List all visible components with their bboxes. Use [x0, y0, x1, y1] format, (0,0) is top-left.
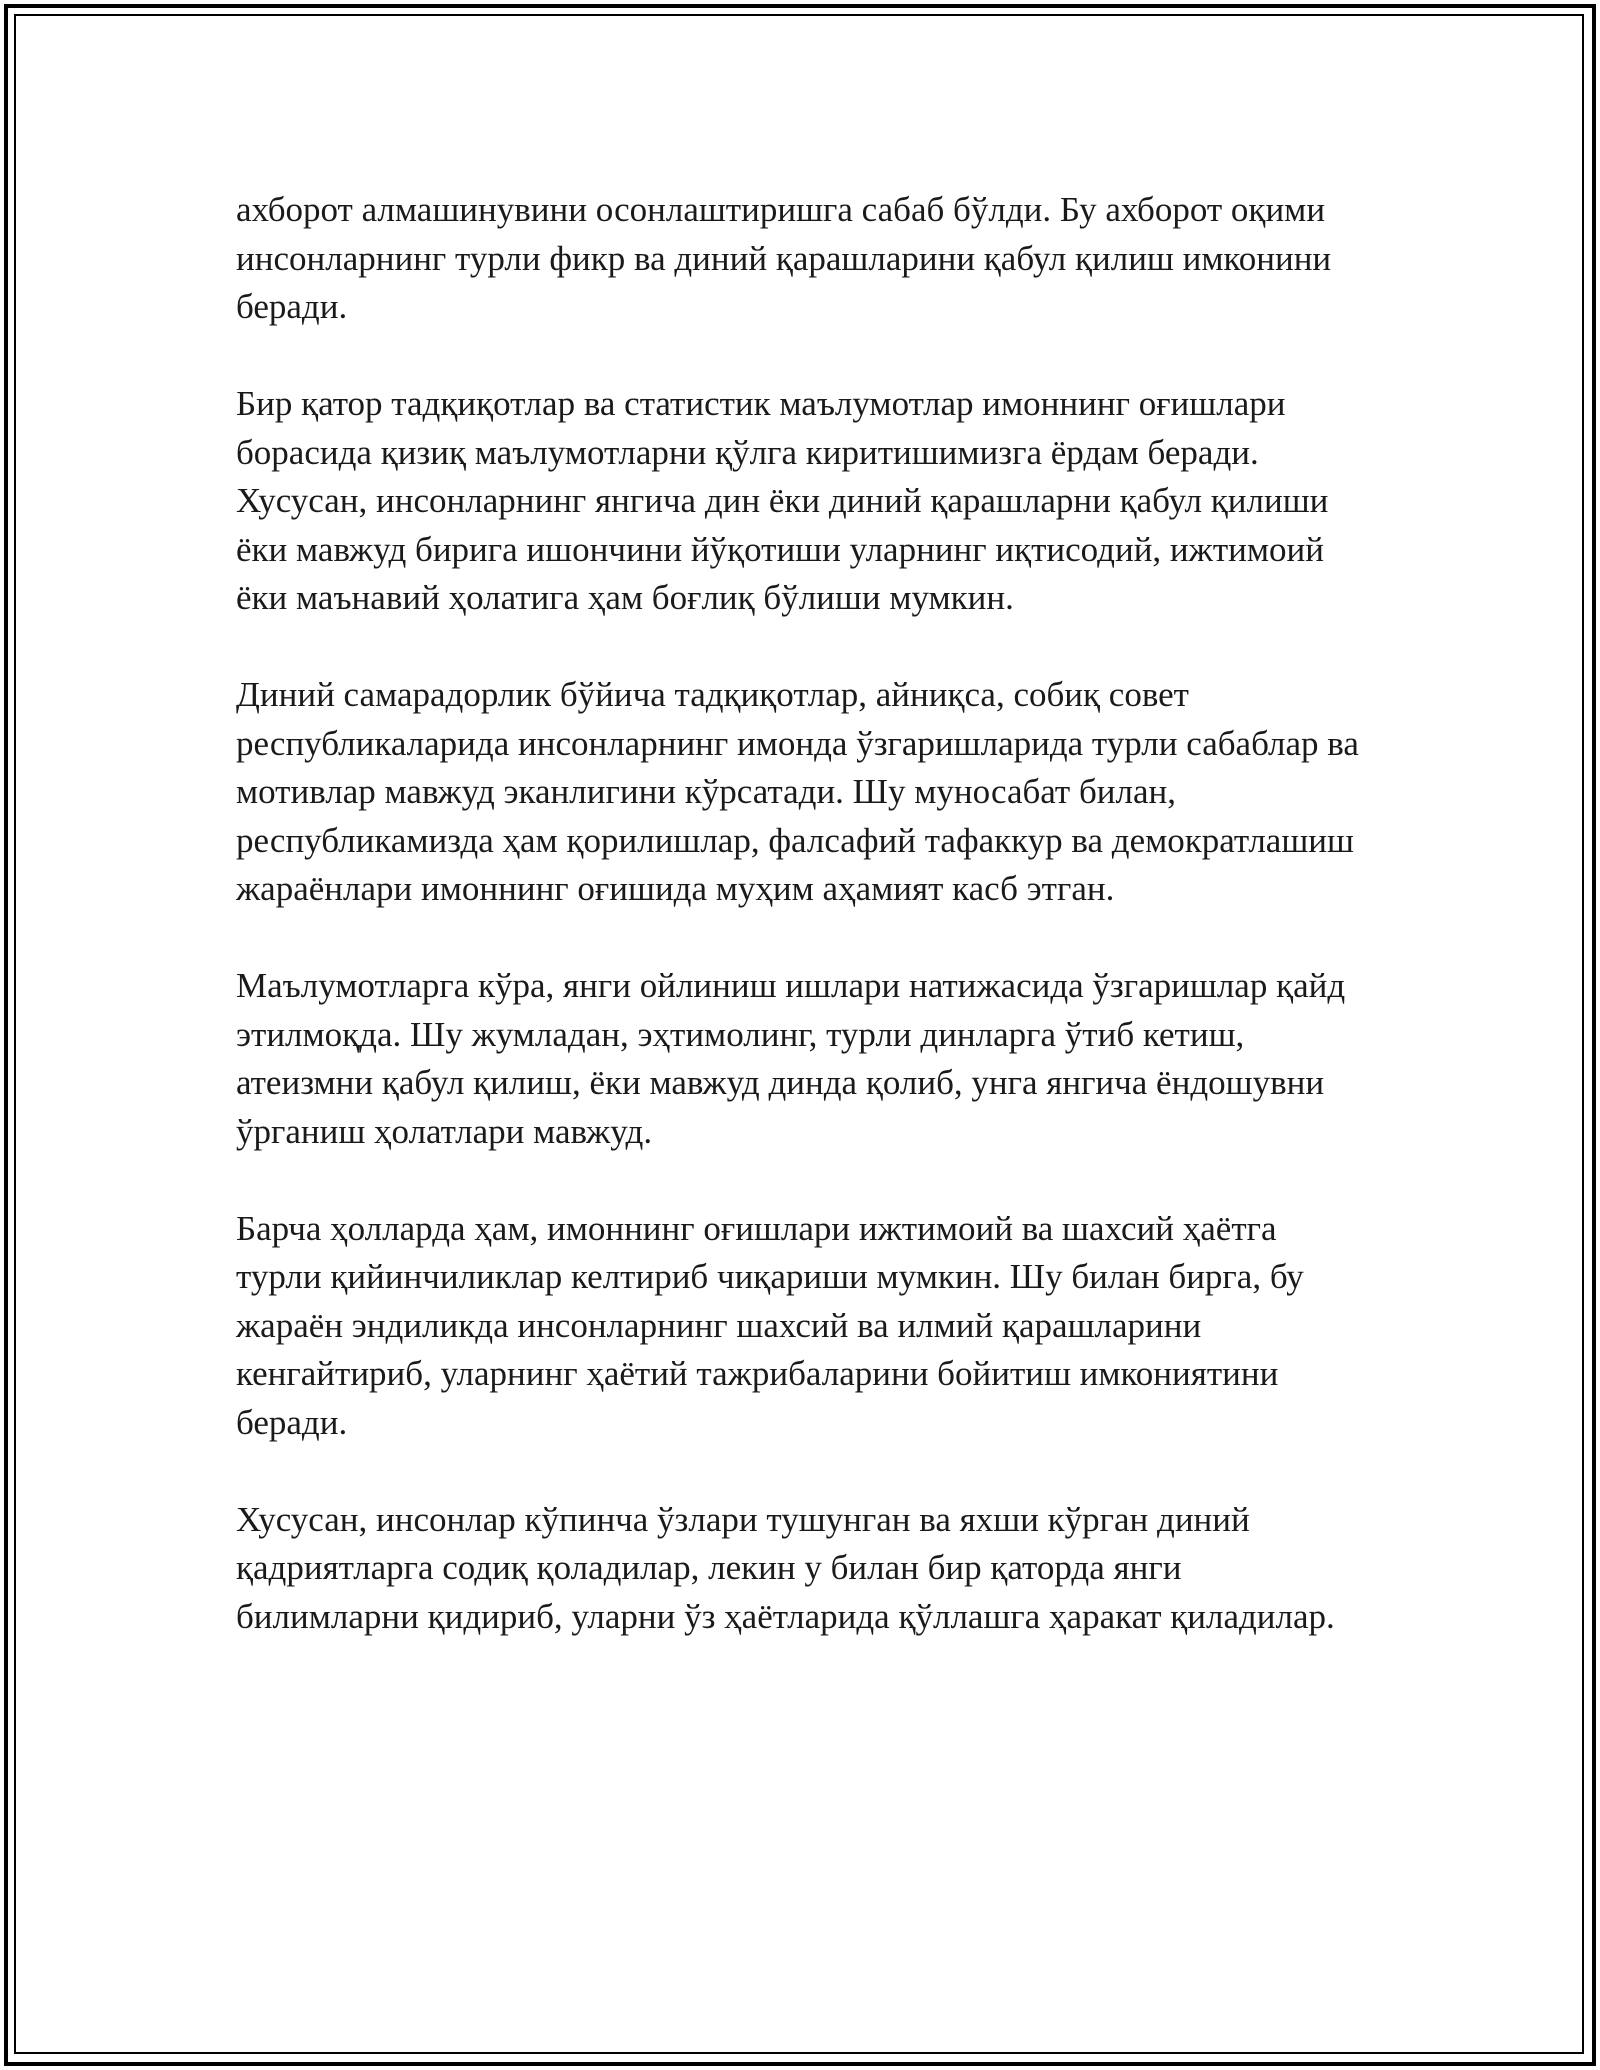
paragraph-3: Диний самарадорлик бўйича тадқиқотлар, айниқса, собиқ совет республикаларида инсонларнинг имонда ўзгаришларида турли сабаблар ва мотивлар мавжуд эканлигини кўрсатади. Шу муносабат билан, республикамизда ҳам қорилишлар, фалсафий тафаккур ва демократлашиш жараёнлари имоннинг оғишида муҳим аҳамият касб этган.	[236, 675, 1359, 908]
paragraph-5: Барча ҳолларда ҳам, имоннинг оғишлари ижтимоий ва шахсий ҳаётга турли қийинчиликлар келтириб чиқариши мумкин. Шу билан бирга, бу жараён эндиликда инсонларнинг шахсий ва илмий қарашларини кенгайтириб, уларнинг ҳаётий тажрибаларини бойитиш имкониятини беради.	[236, 1208, 1304, 1442]
document-body	[236, 186, 1366, 1641]
paragraph-4: Маълумотларга кўра, янги ойлиниш ишлари натижасида ўзгаришлар қайд этилмоқда. Шу жумладан, эҳтимолинг, турли динларга ўтиб кетиш, атеизмни қабул қилиш, ёки мавжуд динда қолиб, унга янгича ёндошувни ўрганиш ҳолатлари мавжуд.	[236, 966, 1346, 1151]
paragraph-6: Хусусан, инсонлар кўпинча ўзлари тушунган ва яхши кўрган диний қадриятларга содиқ қоладилар, лекин у билан бир қаторда янги билимларни қидириб, уларни ўз ҳаётларида қўллашга ҳаракат қиладилар.	[236, 1499, 1335, 1636]
paragraph-1: ахборот алмашинувини осонлаштиришга сабаб бўлди. Бу ахборот оқими инсонларнинг турли фикр ва диний қарашларини қабул қилиш имконини беради.	[236, 190, 1332, 326]
paragraph-2: Бир қатор тадқиқотлар ва статистик маълумотлар имоннинг оғишлари борасида қизиқ маълумотларни қўлга киритишимизга ёрдам беради. Хусусан, инсонларнинг янгича дин ёки диний қарашларни қабул қилиши ёки мавжуд бирига ишончини йўқотиши уларнинг иқтисодий, ижтимоий ёки маънавий ҳолатига ҳам боғлиқ бўлиши мумкин.	[236, 384, 1329, 617]
